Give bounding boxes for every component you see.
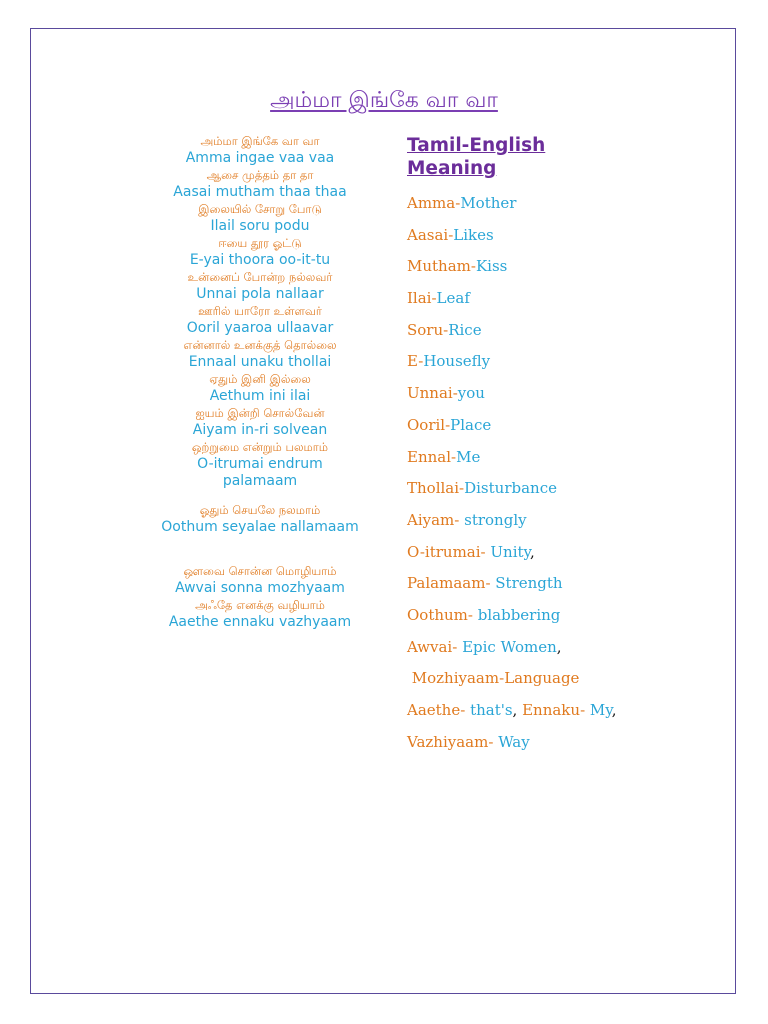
tamil-line: ஒற்றுமை என்றும் பலமாம் bbox=[191, 440, 329, 454]
english-meaning: Housefly bbox=[423, 352, 491, 371]
tamil-line: அஃதே எனக்கு வழியாம் bbox=[195, 598, 325, 612]
meaning-item bbox=[407, 287, 617, 319]
separator: - bbox=[480, 542, 491, 561]
english-meaning: Kiss bbox=[475, 257, 508, 276]
tamil-word: Ennal bbox=[407, 447, 452, 466]
punctuation: , bbox=[512, 701, 523, 719]
tamil-line: உன்னைப் போன்ற நல்லவர் bbox=[187, 270, 333, 284]
tamil-word: Mozhiyaam bbox=[407, 669, 500, 688]
english-line: Aaethe ennaku vazhyaam bbox=[168, 614, 352, 630]
punctuation: , bbox=[530, 542, 535, 561]
english-line-part: palamaam bbox=[222, 473, 298, 489]
english-meaning: Language bbox=[504, 669, 580, 688]
separator: - bbox=[451, 447, 457, 466]
meaning-item bbox=[407, 541, 617, 573]
separator: - bbox=[488, 732, 499, 751]
meaning-item bbox=[407, 255, 617, 287]
english-meaning: Way bbox=[498, 732, 530, 751]
separator: - bbox=[452, 384, 458, 403]
meaning-item bbox=[407, 224, 617, 256]
english-meaning: Strength bbox=[495, 574, 563, 593]
tamil-word: Ooril bbox=[407, 415, 446, 434]
separator: - bbox=[455, 194, 461, 212]
meaning-item bbox=[407, 350, 617, 382]
separator: - bbox=[470, 257, 476, 276]
meaning-item bbox=[407, 192, 617, 224]
tamil-word: Ennaku bbox=[522, 701, 581, 719]
english-meaning: Leaf bbox=[436, 289, 470, 308]
tamil-word: Aiyam bbox=[407, 510, 455, 529]
english-line: Awvai sonna mozhyaam bbox=[175, 580, 345, 596]
meaning-item bbox=[407, 509, 617, 541]
english-meaning: Me bbox=[456, 447, 481, 466]
tamil-word: Palamaam bbox=[407, 574, 486, 593]
english-line: Oothum seyalae nallamaam bbox=[161, 519, 359, 535]
tamil-word: Ilai bbox=[407, 289, 432, 308]
tamil-word: Aaethe bbox=[407, 701, 461, 719]
tamil-word: Awvai bbox=[407, 637, 453, 656]
tamil-word: Unnai bbox=[407, 384, 453, 403]
separator: - bbox=[454, 510, 465, 529]
separator: - bbox=[459, 479, 465, 498]
meaning-item bbox=[407, 667, 617, 699]
separator: - bbox=[580, 701, 590, 719]
meaning-item bbox=[407, 699, 617, 731]
meaning-item bbox=[407, 446, 617, 478]
meaning-heading-line: Tamil-English bbox=[407, 135, 546, 156]
meaning-item bbox=[407, 604, 617, 636]
english-meaning: Unity bbox=[490, 542, 530, 561]
tamil-line: ஊரில் யாரோ உள்ளவர் bbox=[198, 304, 322, 318]
meaning-item bbox=[407, 477, 617, 509]
english-line: Ilail soru podu bbox=[210, 218, 310, 234]
meaning-list bbox=[407, 192, 617, 762]
english-meaning: Rice bbox=[448, 320, 482, 339]
tamil-line: ஏதும் இனி இல்லை bbox=[209, 372, 311, 386]
tamil-word: Mutham bbox=[407, 257, 471, 276]
tamil-line: ஆசை முத்தம் தா தா bbox=[206, 168, 314, 182]
meaning-item bbox=[407, 731, 617, 763]
song-lines bbox=[140, 133, 380, 631]
english-line: Ennaal unaku thollai bbox=[188, 354, 332, 370]
tamil-word: Oothum bbox=[407, 605, 468, 624]
stanza-gap bbox=[140, 536, 380, 563]
punctuation: , bbox=[611, 701, 617, 719]
meaning-item bbox=[407, 319, 617, 351]
english-meaning: Likes bbox=[453, 225, 494, 244]
meaning-heading-line: Meaning bbox=[407, 158, 497, 179]
separator: - bbox=[485, 574, 496, 593]
separator: - bbox=[460, 701, 471, 719]
separator: - bbox=[431, 289, 437, 308]
english-meaning: Epic Women bbox=[462, 637, 557, 656]
english-line: Unnai pola nallaar bbox=[196, 286, 324, 302]
english-meaning: Place bbox=[450, 415, 492, 434]
meaning-item bbox=[407, 636, 617, 668]
english-meaning: blabbering bbox=[477, 605, 561, 624]
tamil-line: அம்மா இங்கே வா வா bbox=[200, 134, 320, 148]
english-meaning: Disturbance bbox=[464, 479, 557, 498]
tamil-word: Vazhiyaam bbox=[407, 732, 489, 751]
english-meaning: you bbox=[457, 384, 485, 403]
separator: - bbox=[467, 605, 478, 624]
tamil-line: ஈயை தூர ஓட்டு bbox=[218, 236, 302, 250]
english-meaning: My bbox=[589, 701, 612, 719]
meaning-item bbox=[407, 414, 617, 446]
tamil-word: Thollai bbox=[407, 479, 460, 498]
english-line: Amma ingae vaa vaa bbox=[185, 150, 335, 166]
english-line bbox=[140, 456, 380, 490]
meaning-heading bbox=[407, 134, 545, 180]
tamil-word: E bbox=[407, 352, 419, 371]
meaning-item bbox=[407, 572, 617, 604]
separator: - bbox=[448, 225, 454, 244]
separator: - bbox=[443, 320, 449, 339]
meaning-item bbox=[407, 382, 617, 414]
page-border bbox=[30, 28, 736, 994]
tamil-line: ஔவை சொன்ன மொழியாம் bbox=[183, 564, 337, 578]
english-line-part: O-itrumai endrum bbox=[197, 456, 323, 472]
english-line: Aethum ini ilai bbox=[209, 388, 311, 404]
english-meaning: strongly bbox=[464, 510, 527, 529]
english-line: Ooril yaaroa ullaavar bbox=[186, 320, 334, 336]
separator: - bbox=[452, 637, 463, 656]
english-meaning: that's bbox=[470, 701, 513, 719]
english-line: Aasai mutham thaa thaa bbox=[173, 184, 347, 200]
tamil-word: Amma bbox=[407, 194, 456, 212]
tamil-word: Aasai bbox=[407, 225, 449, 244]
separator: - bbox=[499, 669, 505, 688]
english-line: E-yai thoora oo-it-tu bbox=[189, 252, 331, 268]
tamil-line: இலையில் சோறு போடு bbox=[198, 202, 322, 216]
tamil-line: என்னால் உனக்குத் தொல்லை bbox=[183, 338, 337, 352]
tamil-line: ஐயம் இன்றி சொல்வேன் bbox=[195, 406, 325, 420]
page-title: அம்மா இங்கே வா வா bbox=[270, 88, 498, 113]
tamil-word: Soru bbox=[407, 320, 444, 339]
tamil-word: O-itrumai bbox=[407, 542, 481, 561]
english-line: Aiyam in-ri solvean bbox=[192, 422, 328, 438]
separator: - bbox=[418, 352, 424, 371]
english-meaning: Mother bbox=[460, 194, 517, 212]
tamil-line: ஓதும் செயலே நலமாம் bbox=[199, 503, 321, 517]
separator: - bbox=[445, 415, 451, 434]
punctuation: , bbox=[556, 637, 562, 656]
